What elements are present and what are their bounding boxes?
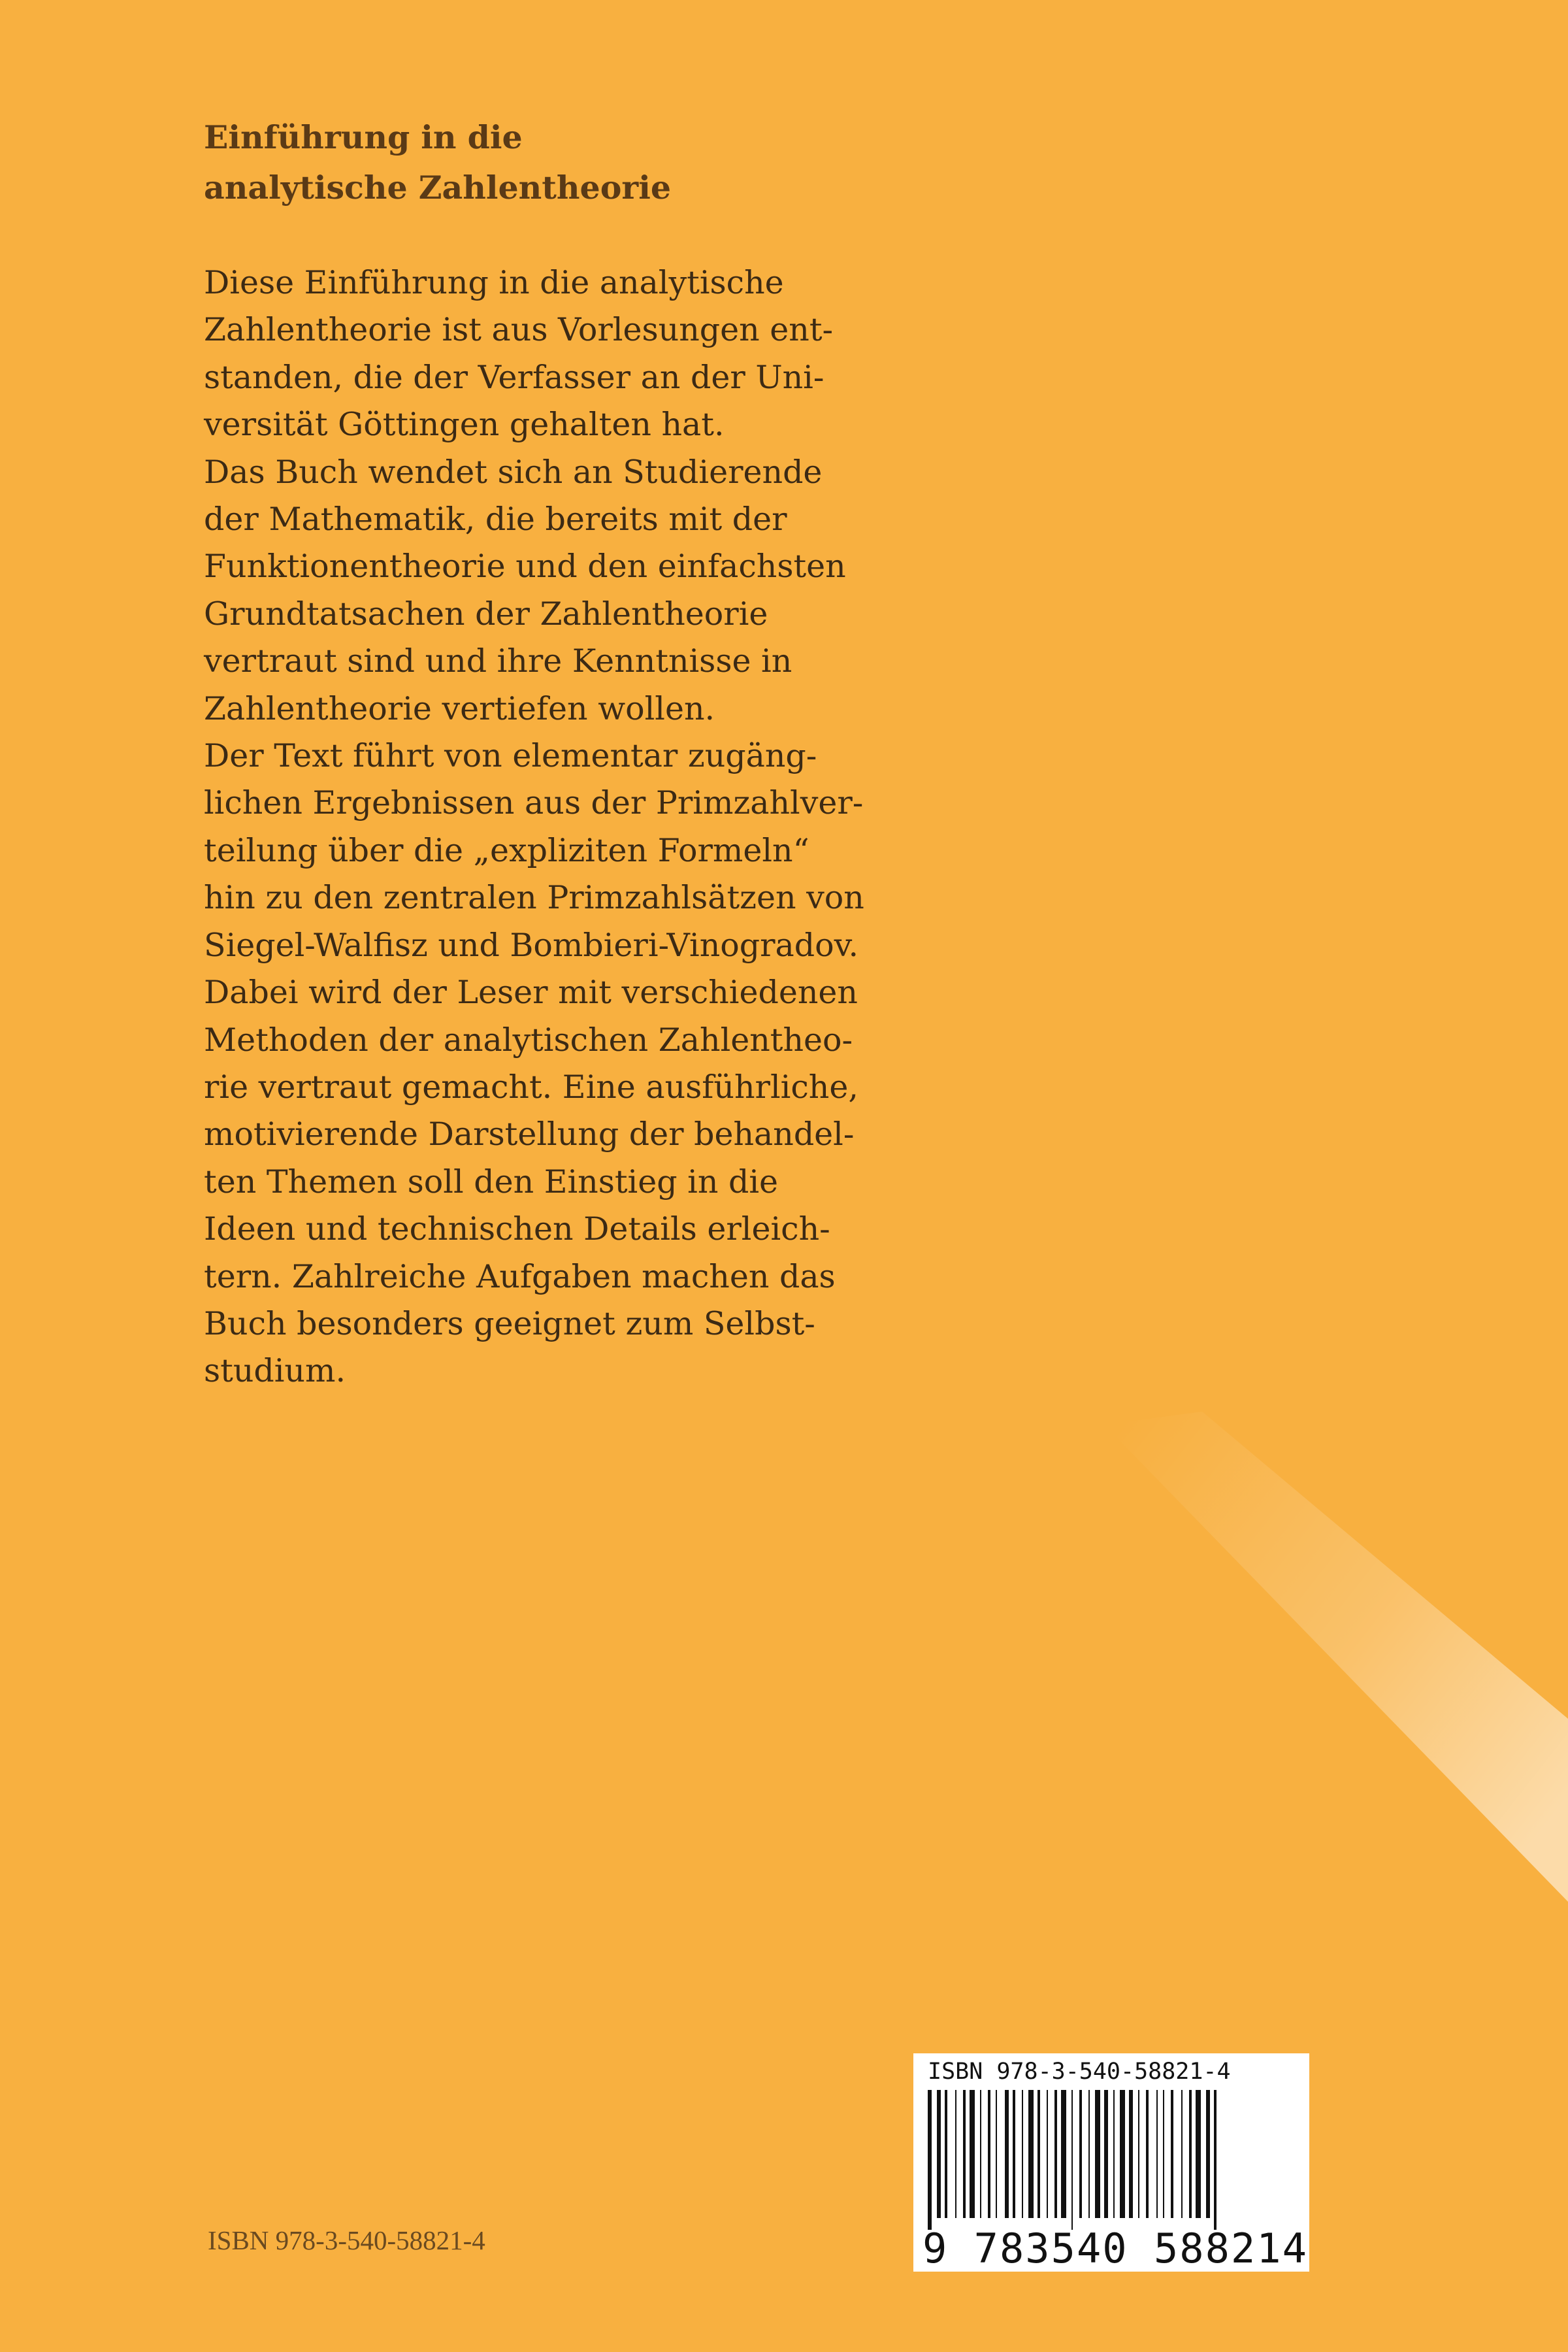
description-line: ten Themen soll den Einstieg in die [204, 1163, 779, 1201]
description-line: motivierende Darstellung der behandel- [204, 1116, 855, 1153]
description-line: Siegel-Walfisz und Bombieri-Vinogradov. [204, 926, 859, 964]
description-line: Zahlentheorie ist aus Vorlesungen ent- [204, 311, 834, 349]
description-line: Funktionentheorie und den einfachsten [204, 548, 846, 586]
description-line: teilung über die „expliziten Formeln“ [204, 831, 809, 869]
description-line: versität Göttingen gehalten hat. [204, 406, 725, 444]
description-line: Methoden der analytischen Zahlentheo- [204, 1021, 853, 1059]
description-line: Der Text führt von elementar zugäng- [204, 737, 817, 775]
description-line: rie vertraut gemacht. Eine ausführliche, [204, 1068, 858, 1106]
description-line: Das Buch wendet sich an Studierende [204, 453, 823, 491]
barcode-bar [1005, 2090, 1009, 2218]
barcode-bar [1054, 2090, 1057, 2218]
description-line: hin zu den zentralen Primzahlsätzen von [204, 879, 864, 917]
barcode-bar [937, 2090, 941, 2218]
barcode-bar [1071, 2090, 1073, 2230]
barcode-bar [1189, 2090, 1192, 2218]
description-line: tern. Zahlreiche Aufgaben machen das [204, 1257, 836, 1295]
isbn-number: ISBN 978-3-540-58821-4 [208, 2225, 485, 2255]
barcode-bar [996, 2090, 997, 2218]
barcode-bar [1104, 2090, 1108, 2218]
isbn-barcode [913, 2053, 1309, 2272]
barcode-bar [945, 2090, 947, 2218]
book-title [204, 112, 1184, 213]
barcode-bar [1171, 2090, 1173, 2218]
barcode-bar [988, 2090, 990, 2218]
barcode-bar [963, 2090, 966, 2218]
barcode-bar [928, 2090, 932, 2230]
barcode-bar [1095, 2090, 1100, 2218]
description-line: Ideen und technischen Details erleich- [204, 1210, 830, 1248]
barcode-bar [1120, 2090, 1125, 2218]
barcode-bar [1047, 2090, 1048, 2218]
description-line: der Mathematik, die bereits mit der [204, 501, 787, 538]
barcode-digits: 9 783540 588214 [923, 2225, 1308, 2272]
barcode-bar [1196, 2090, 1201, 2218]
description-line: Dabei wird der Leser mit verschiedenen [204, 974, 858, 1012]
description-line: vertraut sind und ihre Kenntnisse in [204, 642, 792, 680]
title-line: Einführung in die [204, 118, 523, 156]
barcode-bar [1129, 2090, 1133, 2218]
barcode-bar [980, 2090, 981, 2218]
description-line: Buch besonders geeignet zum Selbst- [204, 1304, 815, 1342]
title-line: analytische Zahlentheorie [204, 169, 672, 207]
barcode-bar [1022, 2090, 1023, 2218]
barcode-bar [1037, 2090, 1040, 2218]
barcode-bar [1113, 2090, 1115, 2218]
barcode-bar [1013, 2090, 1015, 2218]
description-line: studium. [204, 1352, 346, 1390]
barcode-bar [1206, 2090, 1210, 2218]
barcode-isbn-label: ISBN 978-3-540-58821-4 [928, 2059, 1231, 2085]
description-line: standen, die der Verfasser an der Uni- [204, 358, 825, 396]
description-line: Zahlentheorie vertiefen wollen. [204, 689, 715, 727]
barcode-bar [1088, 2090, 1090, 2218]
barcode-bar [1156, 2090, 1158, 2218]
description-line: Diese Einführung in die analytische [204, 264, 784, 301]
description-line: Grundtatsachen der Zahlentheorie [204, 595, 768, 633]
barcode-bar [1181, 2090, 1183, 2218]
book-description [204, 259, 1184, 1395]
barcode-bar [1214, 2090, 1217, 2230]
barcode-bar [1146, 2090, 1149, 2218]
barcode-bar [970, 2090, 975, 2218]
barcode-bar [1061, 2090, 1066, 2218]
description-line: lichen Ergebnissen aus der Primzahlver- [204, 784, 864, 822]
barcode-bar [1028, 2090, 1034, 2218]
barcode-bar [1138, 2090, 1139, 2218]
barcode-bar [1163, 2090, 1164, 2218]
barcode-bar [955, 2090, 956, 2218]
barcode-bar [1079, 2090, 1082, 2218]
